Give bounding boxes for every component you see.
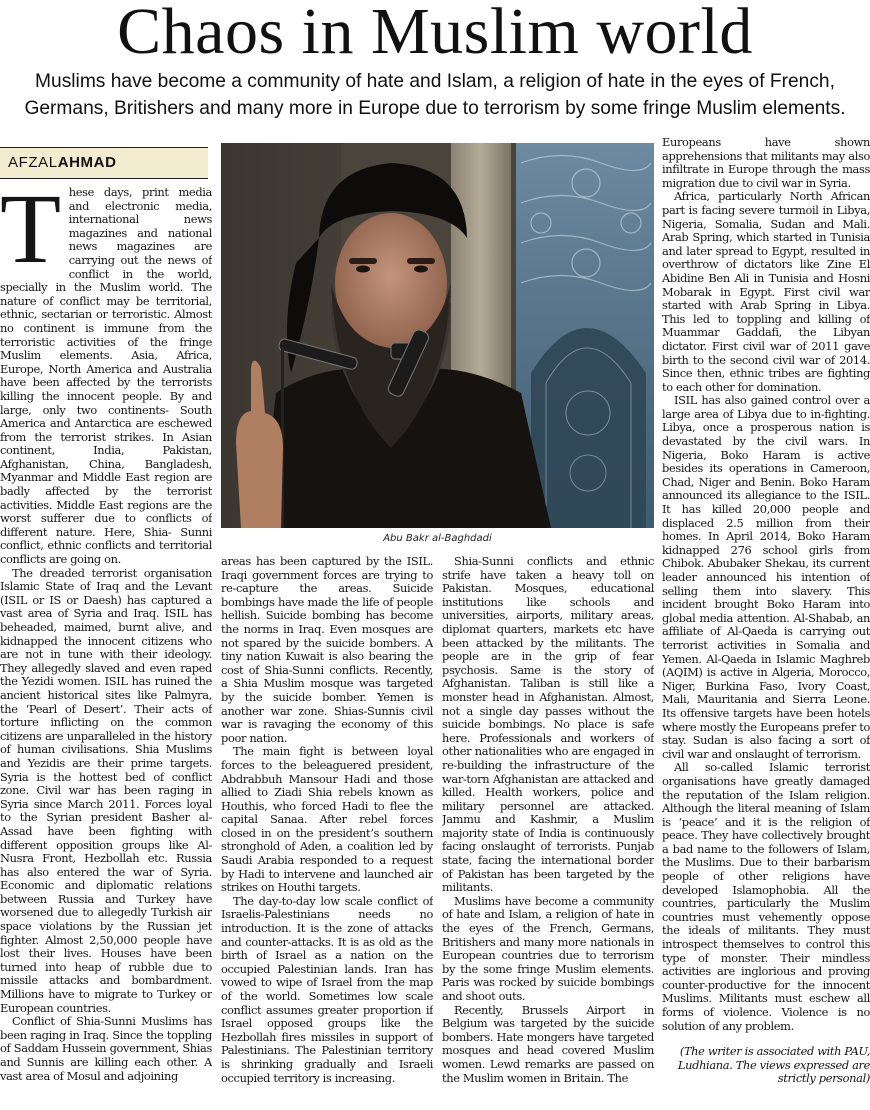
article-paragraph: The day-to-day low scale conflict of Israelis-Palestinians needs no introduction. It is the zone of attacks and counter-attacks. It is as old as the birth of Israel as a nation on the occupied Palestinian lands. Iran has vowed to wipe of Israel from the map of the world. Sometimes low scale conflict assumes greater proportion if Israel opposed groups like the Hezbollah fires missiles in support of Palestinians. The Palestinian territory is shrinking gradually and Israeli occupied territory is increasing. bbox=[221, 893, 433, 1085]
article-column-4 bbox=[662, 136, 870, 1108]
article-column-1 bbox=[0, 186, 212, 1108]
author-note: (The writer is associated with PAU, Ludhiana. The views expressed are strictly personal) bbox=[677, 1044, 870, 1086]
headline: Chaos in Muslim world bbox=[117, 0, 753, 68]
article-photo bbox=[221, 143, 654, 528]
article-paragraph: Shia-Sunni conflicts and ethnic strife have taken a heavy toll on Pakistan. Mosques, educational institutions like schools and universities, airports, military areas, diplomat quarters, markets etc have been attacked by the militants. The people are in the grip of fear psychosis. Same is the story of Afghanistan. Taliban is still like a monster head in Afghanistan. Almost, not a single day passes without the suicide bombings. No place is safe here. Professionals and workers of other nationalities who are engaged in re-building the infrastructure of the war-torn Afghanistan are attacked and killed. Health workers, police and military personnel are attacked. Jammu and Kashmir, a Muslim majority state of India is continuously facing onslaught of terrorists. Punjab state, facing the international border of Pakistan has been targeted by the militants. bbox=[442, 555, 654, 895]
article-column-2 bbox=[221, 555, 433, 1108]
photo-caption: Abu Bakr al-Baghdadi bbox=[383, 533, 492, 544]
article-paragraph: Europeans have shown apprehensions that militants may also infiltrate in Europe through the mass migration due to civil war in Syria. bbox=[662, 136, 870, 190]
article-paragraph: Conflict of Shia-Sunni Muslims has been raging in Iraq. Since the toppling of Saddam Hussein government, Shias and Sunnis are killing each other. A vast area of Mosul and adjoining bbox=[0, 1014, 212, 1083]
drop-cap: T bbox=[0, 186, 61, 284]
article-paragraph bbox=[0, 186, 212, 567]
article-paragraph: areas has been captured by the ISIL. Iraqi government forces are trying to re-capture the areas. Suicide bombings have made the life of people hellish. Suicide bombing has become the norms in Iraq. Even mosques are not spared by the suicide bombers. A tiny nation Kuwait is also bearing the cost of Shia-Sunni conflicts. Recently, a Shia Muslim mosque was targeted by the suicide bomber. Yemen is another war zone. Shias-Sunnis civil war is ravaging the economy of this poor nation. bbox=[221, 555, 433, 745]
article-paragraph: ISIL has also gained control over a large area of Libya due to in-fighting. Libya, once a prosperous nation is devastated by the civil wars. In Nigeria, Boko Haram is active besides its operations in Cameroon, Chad, Niger and Benin. Boko Haram announced its allegiance to the ISIL. It has killed 20,000 people and displaced 2.5 million from their homes. In April 2014, Boko Haram kidnapped 276 school girls from Chibok. Abubaker Shekau, its current leader announced his intention of selling them into slavery. This incident brought Boko Haram into global media attention. Al-Shabab, an affiliate of Al-Qaeda is carrying out terrorist activities in Somalia and Yemen. Al-Qaeda in Islamic Maghreb (AQIM) is active in Algeria, Morocco, Niger, Burkina Faso, Ivory Coast, Mali, Mauritania and Sierra Leone. Its offensive targets have been hotels where mostly the Europeans prefer to stay. Sudan is also facing a sort of civil war and onslaught of terrorism. bbox=[662, 393, 870, 761]
article-paragraph: Recently, Brussels Airport in Belgium was targeted by the suicide bombers. Hate mongers have targeted mosques and head covered Muslim women. Lewd remarks are passed on the Muslim women in Britain. The bbox=[442, 1002, 654, 1085]
byline bbox=[0, 147, 208, 179]
byline-first-name: AFZAL bbox=[8, 154, 58, 171]
portrait-photo-illustration bbox=[221, 143, 654, 528]
byline-last-name: AHMAD bbox=[57, 154, 117, 171]
subheadline: Muslims have become a community of hate and Islam, a religion of hate in the eyes of French, Germans, Britishers and many more in Europe due to terrorism by some fringe Muslim elements. bbox=[24, 71, 846, 119]
article-paragraph: Africa, particularly North African part is facing severe turmoil in Libya, Nigeria, Somalia, Sudan and Mali. Arab Spring, which started in Tunisia and later spread to Egypt, resulted in overthrow of dictators like Zine El Abidine Ben Ali in Tunisia and Hosni Mobarak in Egypt. First civil war started with Arab Spring in Libya. This led to toppling and killing of Muammar Gaddafi, the Libyan dictator. First civil war of 2011 gave birth to the second civil war of 2014. Since then, ethnic tribes are fighting to each other for domination. bbox=[662, 189, 870, 394]
article-column-3 bbox=[442, 555, 654, 1108]
article-paragraph: All so-called Islamic terrorist organisations have greatly damaged the reputation of the Islam religion. Although the literal meaning of Islam is ‘peace’ and it is the religion of peace. They have collectively brought a bad name to the followers of Islam, the Muslims. Due to their barbarism people of other religions have developed Islamophobia. All the countries, particularly the Muslim countries must vehemently oppose the ideals of militants. They must introspect themselves to control this type of monster. Their mindless activities are inglorious and proving counter-productive for the innocent Muslims. Militants must eschew all forms of violence. Violence is no solution of any problem. bbox=[662, 760, 870, 1033]
paragraph-text: hese days, print media and electronic media, international news magazines and national news magazines are carrying out the news of conflict in the world, specially in the Muslim world. The nature of conflict may be territorial, ethnic, sectarian or terroristic. Almost no continent is immune from the terroristic activities of the fringe Muslim elements. Asia, Africa, Europe, North America and Australia have been affected by the terrorists killing the innocent people. By and large, only two continents- South America and Antarctica are eschewed from the terrorist strikes. In Asian continent, India, Pakistan, Afghanistan, China, Bangladesh, Myanmar and Middle East region are badly affected by the terrorist activities. Middle East regions are the worst sufferer due to conflicts of different nature. Here, Shia- Sunni conflict, ethnic conflicts and territorial conflicts are going on. bbox=[0, 186, 212, 567]
article-paragraph: The dreaded terrorist organisation Islamic State of Iraq and the Levant (ISIL or IS or Daesh) has captured a vast area of Syria and Iraq. ISIL has beheaded, maimed, burnt alive, and kidnapped the innocent citizens who are not in tune with their ideology. They allegedly slaved and even raped the Yezidi women. ISIL has ruined the ancient historical sites like Palmyra, the ‘Pearl of Desert’. Their acts of torture inflicting on the common citizens are unparalleled in the history of human civilisations. Shia Muslims and Yezidis are their prime targets. Syria is the hottest bed of conflict zone. Civil war has been raging in Syria since March 2011. Forces loyal to the Syrian president Basher al-Assad have been fighting with different opposition groups like Al-Nusra Front, Hezbollah etc. Russia has also entered the war of Syria. Economic and diplomatic relations between Russia and Turkey have worsened due to allegedly Turkish air space violations by the Russian jet fighter. Almost 2,50,000 people have lost their lives. Houses have been turned into heap of rubble due to missile attacks and bombardment. Millions have to migrate to Turkey or European countries. bbox=[0, 565, 212, 1015]
article-paragraph: Muslims have become a community of hate and Islam, a religion of hate in the eyes of the French, Germans, Britishers and many more nationals in European countries due to terrorism by the some fringe Muslim elements. Paris was rocked by suicide bombings and shoot outs. bbox=[442, 893, 654, 1003]
article-paragraph: The main fight is between loyal forces to the beleaguered president, Abdrabbuh Mansour Hadi and those allied to Ziadi Shia rebels known as Houthis, who forced Hadi to flee the capital Sanaa. After rebel forces closed in on the president’s southern stronghold of Aden, a coalition led by Saudi Arabia responded to a request by Hadi to intervene and launched air strikes on Houthi targets. bbox=[221, 744, 433, 895]
